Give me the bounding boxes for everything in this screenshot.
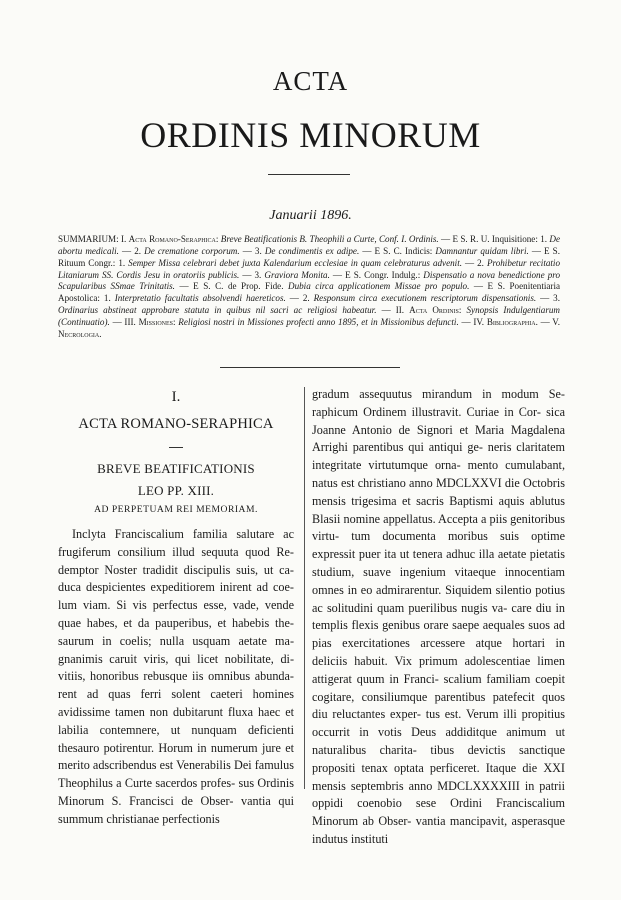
summary-segment: — E S. R. U. Inquisitione: 1. (438, 234, 550, 244)
summary-segment: SUMMARIUM: I. (58, 234, 129, 244)
formula-line: AD PERPETUAM REI MEMORIAM. (94, 504, 258, 515)
text-line: MDCLXXVI die Octobris mensis trigesima (312, 475, 565, 508)
summary-segment: De crematione corporum. (144, 245, 240, 256)
section-dash (169, 447, 183, 448)
summary-segment: Breve Beatificationis B. Theophili a Curte, Conf. I. Ordinis. (220, 234, 439, 244)
text-line: potius ac solitudini quam puerilibus nugis va- (312, 582, 566, 615)
summary-segment: Acta Ordinis (409, 305, 459, 316)
summary-segment: — 3. (536, 293, 561, 304)
summary-segment: — 2. (118, 245, 145, 256)
summary-segment: Dubia circa applicationem Missae pro populo. (288, 281, 470, 292)
text-line: puer ita ut tenera adhuc illa aetate pietatis (358, 547, 565, 562)
text-line: et labilia contemnere, ut nunquam deficienti (58, 704, 295, 737)
text-line: demptor Noster tradidit discipulis suis, ut ca- (58, 562, 294, 577)
title-ornament-rule (268, 174, 350, 175)
summary-segment: : (458, 305, 467, 316)
summary-segment: Synopsis Indulgentiarum (Continuatio). (58, 305, 560, 327)
summary-segment: — E S. Poenitentiaria Apostolica: 1. (58, 281, 561, 304)
summary-segment: — E S. C. de Prop. Fide. (174, 281, 289, 292)
text-line: avidissime tamen non dubitarunt fluxa haec (58, 704, 281, 719)
column-divider (304, 387, 305, 789)
text-line: quae habes, et da pauperibus, et habebis the- (58, 615, 294, 630)
text-line: neris claritatem integritate virtutumque orna- (312, 440, 565, 473)
summary-segment: . — V. (535, 316, 560, 327)
text-line: Magdalena Arrighi parentibus qui antiqui ge- (312, 422, 565, 455)
summary-segment: — II. (376, 305, 410, 316)
summary-segment: Dispensatio a nova benedictione pro Scapularibus SSmae Trinitatis. (58, 269, 560, 292)
text-line: gradum assequutus mirandum in modum Se- (312, 387, 565, 401)
text-line: vantia mancipavit, asperasque indutus instituti (312, 814, 566, 846)
summary-segment: . (99, 328, 102, 339)
summary-segment: — 3. (239, 269, 265, 280)
text-line: aequales suos ad pias exercitationes arcessere (312, 618, 566, 651)
left-column (58, 386, 294, 829)
summary-segment: : (215, 234, 221, 244)
summary-segment: — E S. Congr. Indulg.: (329, 269, 424, 280)
summary-segment: Necrologia (58, 328, 100, 339)
text-line: Deus addiditque animum ut naturalibus charita- (312, 725, 566, 757)
summary-segment: Graviora Monita. (264, 269, 330, 280)
summary-segment: Acta Romano-Seraphica (128, 234, 216, 244)
summary-separator-rule (220, 367, 400, 368)
text-line: thesauro potirentur. Horum in numerum jure (58, 740, 281, 755)
journal-title: ACTA (272, 66, 349, 96)
summary-segment: : (173, 316, 179, 327)
summary-segment: De condimentis ex adipe. (264, 245, 360, 256)
text-line: sese Ordini Franciscalium Minorum ab Obser- (312, 796, 565, 829)
text-line: frugiferum consilium illud sequuta quod Re- (58, 544, 294, 559)
text-line: tus est. Verum illi propitius occurrit in votis (312, 707, 565, 740)
text-line: vitiis, honoribus rebusque iis omnibus abunda- (58, 669, 294, 684)
journal-subtitle: ORDINIS MINORUM (140, 115, 481, 155)
text-line: Inclyta Franciscalium familia salutare ac (72, 527, 294, 541)
text-line: parentibus patefecit quos diu reluctantes exper- (312, 689, 566, 722)
text-line: tibus devictis sanctique propositi tenax optata (312, 742, 566, 775)
summary-segment: De abortu medicali. (58, 234, 560, 256)
issue-date: Januarii 1896. (269, 208, 352, 223)
text-line: rent ad quas ferri solent caeteri homines (58, 687, 294, 702)
summary-segment: Missiones (138, 316, 173, 327)
left-body-text (58, 526, 294, 829)
text-line: omnes in eo admirarentur. Siquidem silentio (312, 582, 532, 597)
summary-segment: — IV. (458, 316, 487, 327)
summary-segment: Damnantur quidam libri. (435, 245, 529, 256)
text-line: mento cumulabant, natus est christiano anno (312, 458, 565, 490)
summary-segment: — 3. (239, 245, 265, 256)
text-line: adolescentiae limen attigerat quum in Franci- (312, 653, 565, 686)
text-line: gnanimis caruit viris, qui licet nobilitate, di- (58, 651, 294, 666)
text-line: atque hortari in deliciis habuit. Vix primum (312, 636, 566, 668)
text-line: sus Ordinis Minorum S. Francisci de Obser- (58, 776, 294, 808)
summary-block (58, 234, 560, 341)
summary-segment: — 2. (462, 257, 487, 268)
text-line: raphicum Ordinem illustravit. Curiae in Cor- (312, 404, 541, 419)
summary-segment: Bibliographia (486, 316, 536, 327)
summary-segment: Interpretatio facultatis absolvendi haereticos. (114, 293, 286, 304)
text-line: et sacris Baptismi aquis ablutus Blasii nomine (312, 493, 565, 526)
text-line: et merito adscribendus est Venerabilis Dei (58, 740, 295, 773)
right-column (312, 386, 565, 849)
summary-segment: Ordinarius abstineat approbare statuta in quibus nil sacri ac religiosi habeatur. (58, 305, 377, 316)
section-number: I. (171, 389, 181, 405)
summary-segment: Religiosi nostri in Missiones profecti anno 1895, et in Missionibus defuncti. (178, 316, 459, 327)
right-body-text (312, 386, 565, 849)
text-line: famulus Theophilus a Curte sacerdos profes- (58, 758, 294, 791)
text-line: anno MDCLXXXXIII in patrii oppidi coenobio (312, 778, 565, 811)
summary-segment: — 2. (285, 293, 314, 304)
pope-name: LEO PP. XIII. (137, 483, 215, 498)
text-line: vantia qui summum christianae perfectionis (58, 793, 295, 826)
breve-title: BREVE BEATIFICATIONIS (97, 461, 255, 476)
summary-segment: — III. (109, 316, 139, 327)
summary-segment: Prohibetur recitatio Litaniarum SS. Cordis Jesu in oratoriis publicis. (58, 257, 561, 280)
text-line: sica Joanne Antonio de Signori et Maria (312, 404, 566, 437)
text-line: saurum in coelis; nulla usquam aetate ma- (58, 633, 294, 648)
text-line: studium, suave ingenium vitaeque innocentiam (312, 564, 565, 579)
summary-segment: — E S. Rituum Congr.: 1. (58, 245, 561, 268)
text-line: tum documenta moribus suis optime expressit (312, 529, 566, 562)
text-line: scalium familiam coepit cogitare, consiliumque (312, 671, 565, 704)
text-line: care diu in templis flexis genibus orare saepe (312, 600, 565, 633)
text-line: lum viam. Si vis perfectus esse, vade, vende (58, 598, 294, 613)
section-title: ACTA ROMANO-SERAPHICA (78, 416, 274, 432)
text-line: perficeret. Itaque die XXI mensis septembris (312, 760, 565, 793)
summary-segment: Responsum circa executionem rescriptorum dispensationis. (313, 293, 537, 304)
text-line: duca despicientes expeditiorem inirent ad coe- (58, 580, 294, 595)
summary-segment: — E S. C. Indicis: (359, 245, 436, 256)
summary-segment: Semper Missa celebrari debet juxta Kalendarium ecclesiae in quam celebraturus advenit. (128, 257, 463, 268)
text-line: appellatus. Accepta a piis genitoribus virtu- (312, 511, 566, 544)
